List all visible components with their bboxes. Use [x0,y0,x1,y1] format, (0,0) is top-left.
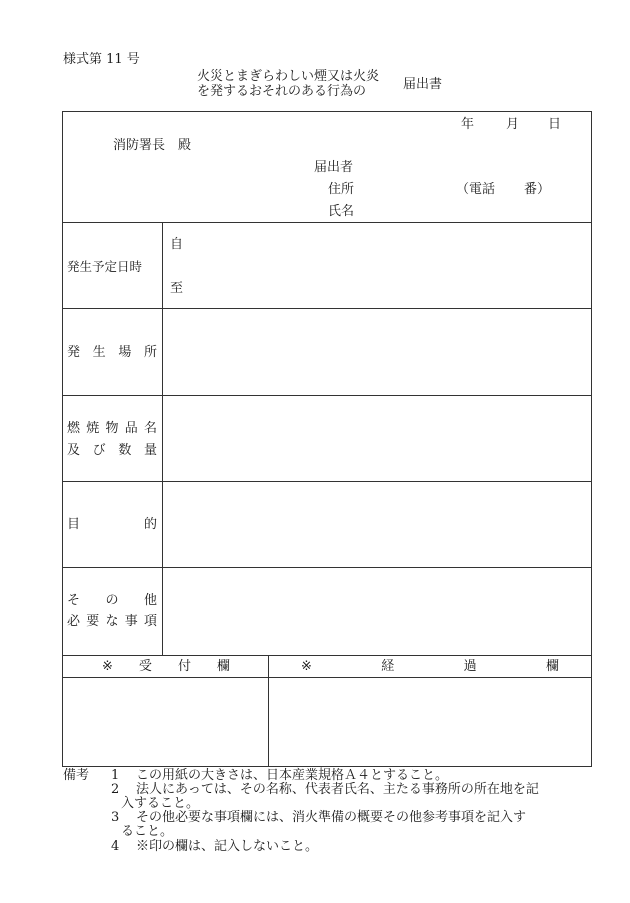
label-other-line-1: そ の 他 [67,593,157,608]
title-suffix: 届出書 [403,77,443,92]
form-number: 様式第 11 号 [63,52,140,67]
date-year: 年 [461,117,475,132]
to-marker: 至 [170,281,184,296]
note-text-continued: ること。 [121,824,174,839]
name-label: 氏名 [328,204,355,219]
label-column-divider [162,222,163,655]
footer-column-divider [268,655,269,767]
row-divider [62,308,592,309]
notifier-label: 届出者 [314,160,354,175]
phone-close: 番） [524,182,551,197]
note-number: 2 [111,782,120,797]
label-location: 発 生 場 所 [67,345,157,360]
note-text: 法人にあっては、その名称、代表者氏名、主たる事務所の所在地を記 [136,782,539,797]
label-other-line-2: 必 要 な 事 項 [67,614,157,629]
row-divider [62,655,592,656]
label-scheduled-datetime: 発生予定日時 [67,259,143,274]
note-text: ※印の欄は、記入しないこと。 [136,839,319,854]
note-text: その他必要な事項欄には、消火準備の概要その他参考事項を記入す [136,810,527,825]
progress-column-header: ※ 経 過 欄 [301,659,559,674]
from-marker: 自 [170,237,184,252]
note-number: 3 [111,810,120,825]
label-materials-line-2: 及 び 数 量 [67,443,157,458]
row-divider [62,395,592,396]
row-divider [62,677,592,678]
row-divider [62,222,592,223]
note-number: 1 [111,768,120,783]
addressee: 消防署長 殿 [113,138,192,153]
date-month: 月 [506,117,520,132]
title-line-1: 火災とまぎらわしい煙又は火炎 [197,69,380,84]
note-text-continued: 入すること。 [121,796,200,811]
reception-column-header: ※ 受 付 欄 [102,659,230,674]
note-text: この用紙の大きさは、日本産業規格Ａ４とすること。 [136,768,449,783]
phone-open: （電話 [456,182,496,197]
row-divider [62,481,592,482]
note-number: 4 [111,839,120,854]
notes-label: 備考 [63,768,90,783]
address-label: 住所 [328,182,355,197]
label-materials-line-1: 燃 焼 物 品 名 [67,421,157,436]
row-divider [62,567,592,568]
title-line-2: を発するおそれのある行為の [197,84,367,99]
label-purpose: 目 的 [67,517,157,532]
date-day: 日 [548,117,562,132]
